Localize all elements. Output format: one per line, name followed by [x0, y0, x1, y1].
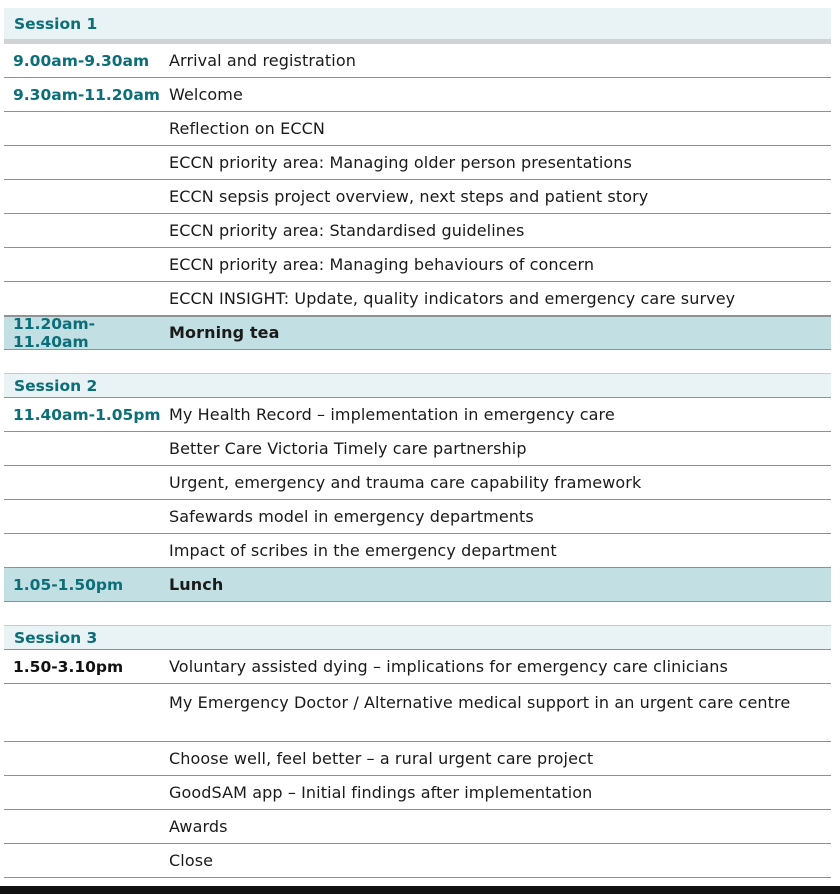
section-gap: [4, 350, 831, 373]
break-row-morning-tea: [4, 316, 831, 350]
agenda-item: Close: [169, 850, 214, 870]
time-cell: 9.00am-9.30am: [13, 51, 150, 70]
table-row: [4, 282, 831, 316]
agenda-item: Voluntary assisted dying – implications for emergency care clinicians: [169, 656, 728, 676]
table-row: [4, 810, 831, 844]
agenda-item: ECCN sepsis project overview, next steps and patient story: [169, 186, 649, 206]
table-row: [4, 466, 831, 500]
table-row: [4, 500, 831, 534]
table-row: [4, 248, 831, 282]
agenda-item: Awards: [169, 816, 228, 836]
break-row-lunch: [4, 568, 831, 602]
time-cell: 1.50-3.10pm: [13, 657, 124, 676]
table-row: [4, 112, 831, 146]
table-row: [4, 534, 831, 568]
agenda-item: Impact of scribes in the emergency department: [169, 540, 557, 560]
agenda-item: ECCN priority area: Managing behaviours of concern: [169, 254, 595, 274]
session-3-heading: Session 3: [4, 625, 831, 650]
table-row: [4, 180, 831, 214]
break-label: Lunch: [169, 574, 224, 594]
table-row: [4, 78, 831, 112]
agenda-item: Welcome: [169, 84, 243, 104]
break-label: Morning tea: [169, 323, 280, 342]
time-cell: 11.40am-1.05pm: [13, 405, 161, 424]
agenda-item: Choose well, feel better – a rural urgent care project: [169, 748, 594, 768]
time-cell: 11.20am-11.40am: [13, 315, 96, 351]
table-row: [4, 650, 831, 684]
table-row: [4, 398, 831, 432]
table-row: [4, 742, 831, 776]
table-row: [4, 776, 831, 810]
agenda-item: ECCN INSIGHT: Update, quality indicators and emergency care survey: [169, 288, 736, 308]
table-row: [4, 844, 831, 878]
agenda-item: Safewards model in emergency departments: [169, 506, 534, 526]
session-1-heading: Session 1: [4, 8, 831, 44]
table-row: [4, 214, 831, 248]
agenda-item: Arrival and registration: [169, 50, 356, 70]
table-row: [4, 684, 831, 742]
table-row: [4, 44, 831, 78]
session-2-heading: Session 2: [4, 373, 831, 398]
agenda-table: [4, 8, 831, 878]
agenda-item: GoodSAM app – Initial findings after implementation: [169, 782, 593, 802]
agenda-item: ECCN priority area: Managing older person presentations: [169, 152, 632, 172]
bottom-border-bar: [0, 886, 840, 894]
agenda-item: My Health Record – implementation in emergency care: [169, 404, 615, 424]
section-gap: [4, 602, 831, 625]
agenda-item: Urgent, emergency and trauma care capability framework: [169, 472, 642, 492]
table-row: [4, 432, 831, 466]
agenda-item: Reflection on ECCN: [169, 118, 325, 138]
agenda-item: Better Care Victoria Timely care partnership: [169, 438, 527, 458]
time-cell: 9.30am-11.20am: [13, 85, 160, 104]
agenda-item: My Emergency Doctor / Alternative medical support in an urgent care centre: [169, 693, 791, 712]
agenda-item: ECCN priority area: Standardised guidelines: [169, 220, 525, 240]
table-row: [4, 146, 831, 180]
time-cell: 1.05-1.50pm: [13, 575, 124, 594]
